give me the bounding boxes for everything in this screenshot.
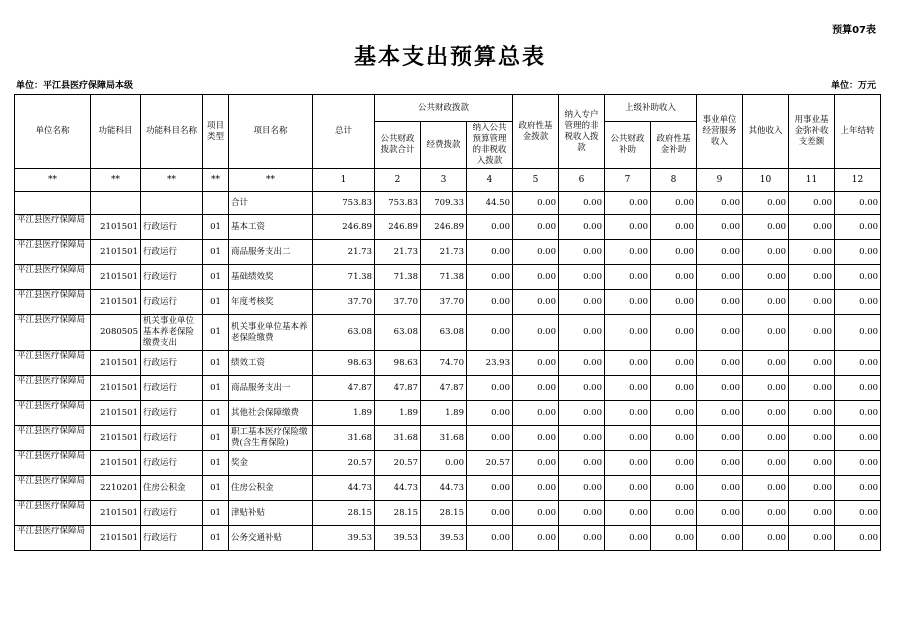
value-cell: 31.68 bbox=[313, 426, 375, 451]
value-cell: 0.00 bbox=[743, 526, 789, 551]
value-cell: 63.08 bbox=[421, 315, 467, 351]
value-cell: 0.00 bbox=[651, 351, 697, 376]
total-label: 合计 bbox=[229, 192, 313, 215]
value-cell: 0.00 bbox=[743, 401, 789, 426]
value-cell: 0.00 bbox=[697, 290, 743, 315]
value-cell: 0.00 bbox=[605, 240, 651, 265]
value-cell: 0.00 bbox=[697, 265, 743, 290]
total-value: 0.00 bbox=[743, 192, 789, 215]
value-cell: 0.00 bbox=[605, 290, 651, 315]
value-cell: 0.00 bbox=[835, 315, 881, 351]
header-funding: 经费拨款 bbox=[421, 122, 467, 169]
value-cell: 0.00 bbox=[835, 290, 881, 315]
value-cell: 0.00 bbox=[605, 351, 651, 376]
item-type-cell: 01 bbox=[203, 215, 229, 240]
item-name-cell: 基本工资 bbox=[229, 215, 313, 240]
item-type-cell: 01 bbox=[203, 315, 229, 351]
table-row bbox=[15, 451, 881, 476]
func-name-cell: 住房公积金 bbox=[141, 476, 203, 501]
item-name-cell: 商品服务支出二 bbox=[229, 240, 313, 265]
index-cell: ** bbox=[229, 169, 313, 192]
value-cell: 0.00 bbox=[835, 265, 881, 290]
value-cell: 0.00 bbox=[743, 351, 789, 376]
func-code-cell: 2101501 bbox=[91, 501, 141, 526]
item-name-cell: 机关事业单位基本养老保险缴费 bbox=[229, 315, 313, 351]
func-code-cell: 2101501 bbox=[91, 451, 141, 476]
value-cell: 0.00 bbox=[513, 376, 559, 401]
value-cell: 0.00 bbox=[835, 351, 881, 376]
value-cell: 0.00 bbox=[789, 290, 835, 315]
unit-name-cell: 平江县医疗保障局 bbox=[15, 315, 91, 351]
value-cell: 0.00 bbox=[789, 476, 835, 501]
table-row bbox=[15, 476, 881, 501]
index-cell: ** bbox=[203, 169, 229, 192]
item-type-cell: 01 bbox=[203, 526, 229, 551]
value-cell: 0.00 bbox=[651, 265, 697, 290]
total-value: 0.00 bbox=[697, 192, 743, 215]
value-cell: 0.00 bbox=[559, 265, 605, 290]
total-value: 0.00 bbox=[835, 192, 881, 215]
value-cell: 0.00 bbox=[513, 290, 559, 315]
table-row bbox=[15, 290, 881, 315]
index-cell: 4 bbox=[467, 169, 513, 192]
value-cell: 0.00 bbox=[743, 315, 789, 351]
table-body bbox=[15, 192, 881, 551]
value-cell: 0.00 bbox=[651, 376, 697, 401]
value-cell: 0.00 bbox=[743, 240, 789, 265]
value-cell: 246.89 bbox=[313, 215, 375, 240]
value-cell: 28.15 bbox=[313, 501, 375, 526]
value-cell: 0.00 bbox=[513, 426, 559, 451]
unit-name-cell: 平江县医疗保障局 bbox=[15, 265, 91, 290]
func-code-cell: 2080505 bbox=[91, 315, 141, 351]
value-cell: 0.00 bbox=[835, 476, 881, 501]
item-type-cell: 01 bbox=[203, 426, 229, 451]
value-cell: 47.87 bbox=[313, 376, 375, 401]
value-cell: 0.00 bbox=[467, 526, 513, 551]
value-cell: 37.70 bbox=[375, 290, 421, 315]
value-cell: 0.00 bbox=[605, 526, 651, 551]
empty-cell bbox=[91, 192, 141, 215]
value-cell: 0.00 bbox=[605, 476, 651, 501]
func-name-cell: 行政运行 bbox=[141, 526, 203, 551]
value-cell: 0.00 bbox=[605, 215, 651, 240]
unit-name-cell: 平江县医疗保障局 bbox=[15, 426, 91, 451]
value-cell: 98.63 bbox=[375, 351, 421, 376]
value-cell: 0.00 bbox=[559, 215, 605, 240]
empty-cell bbox=[141, 192, 203, 215]
value-cell: 0.00 bbox=[467, 240, 513, 265]
empty-cell bbox=[203, 192, 229, 215]
value-cell: 0.00 bbox=[743, 501, 789, 526]
unit-name-cell: 平江县医疗保障局 bbox=[15, 476, 91, 501]
value-cell: 37.70 bbox=[421, 290, 467, 315]
value-cell: 23.93 bbox=[467, 351, 513, 376]
header-superior: 上级补助收入 bbox=[605, 95, 697, 122]
value-cell: 0.00 bbox=[513, 240, 559, 265]
value-cell: 0.00 bbox=[467, 290, 513, 315]
table-row bbox=[15, 376, 881, 401]
func-name-cell: 机关事业单位基本养老保险缴费支出 bbox=[141, 315, 203, 351]
value-cell: 0.00 bbox=[513, 451, 559, 476]
total-value: 753.83 bbox=[313, 192, 375, 215]
value-cell: 63.08 bbox=[375, 315, 421, 351]
func-code-cell: 2210201 bbox=[91, 476, 141, 501]
item-name-cell: 商品服务支出一 bbox=[229, 376, 313, 401]
value-cell: 0.00 bbox=[559, 376, 605, 401]
index-cell: 7 bbox=[605, 169, 651, 192]
value-cell: 0.00 bbox=[697, 240, 743, 265]
value-cell: 21.73 bbox=[313, 240, 375, 265]
value-cell: 0.00 bbox=[467, 501, 513, 526]
value-cell: 0.00 bbox=[559, 526, 605, 551]
index-cell: 10 bbox=[743, 169, 789, 192]
value-cell: 0.00 bbox=[605, 376, 651, 401]
total-value: 0.00 bbox=[789, 192, 835, 215]
value-cell: 0.00 bbox=[605, 265, 651, 290]
item-name-cell: 公务交通补贴 bbox=[229, 526, 313, 551]
value-cell: 0.00 bbox=[651, 426, 697, 451]
func-name-cell: 行政运行 bbox=[141, 215, 203, 240]
index-cell: 12 bbox=[835, 169, 881, 192]
value-cell: 0.00 bbox=[789, 501, 835, 526]
func-name-cell: 行政运行 bbox=[141, 265, 203, 290]
unit-name-cell: 平江县医疗保障局 bbox=[15, 526, 91, 551]
value-cell: 44.73 bbox=[313, 476, 375, 501]
value-cell: 21.73 bbox=[421, 240, 467, 265]
value-cell: 0.00 bbox=[605, 501, 651, 526]
value-cell: 0.00 bbox=[789, 526, 835, 551]
page-title: 基本支出预算总表 bbox=[353, 44, 546, 70]
total-value: 709.33 bbox=[421, 192, 467, 215]
value-cell: 20.57 bbox=[467, 451, 513, 476]
table-row bbox=[15, 351, 881, 376]
table-row bbox=[15, 501, 881, 526]
header-carryover: 上年结转 bbox=[835, 95, 881, 169]
func-code-cell: 2101501 bbox=[91, 351, 141, 376]
item-name-cell: 奖金 bbox=[229, 451, 313, 476]
value-cell: 0.00 bbox=[697, 351, 743, 376]
value-cell: 0.00 bbox=[559, 315, 605, 351]
total-value: 0.00 bbox=[651, 192, 697, 215]
func-code-cell: 2101501 bbox=[91, 376, 141, 401]
item-name-cell: 绩效工资 bbox=[229, 351, 313, 376]
value-cell: 0.00 bbox=[835, 401, 881, 426]
func-code-cell: 2101501 bbox=[91, 401, 141, 426]
value-cell: 0.00 bbox=[835, 426, 881, 451]
value-cell: 44.73 bbox=[375, 476, 421, 501]
value-cell: 0.00 bbox=[651, 290, 697, 315]
item-type-cell: 01 bbox=[203, 290, 229, 315]
value-cell: 1.89 bbox=[421, 401, 467, 426]
value-cell: 0.00 bbox=[743, 476, 789, 501]
header-sup-public: 公共财政补助 bbox=[605, 122, 651, 169]
item-type-cell: 01 bbox=[203, 476, 229, 501]
func-name-cell: 行政运行 bbox=[141, 426, 203, 451]
value-cell: 0.00 bbox=[697, 215, 743, 240]
table-row bbox=[15, 240, 881, 265]
value-cell: 1.89 bbox=[313, 401, 375, 426]
index-cell: 3 bbox=[421, 169, 467, 192]
value-cell: 31.68 bbox=[421, 426, 467, 451]
item-name-cell: 其他社会保障缴费 bbox=[229, 401, 313, 426]
index-cell: 5 bbox=[513, 169, 559, 192]
value-cell: 0.00 bbox=[559, 426, 605, 451]
value-cell: 0.00 bbox=[743, 451, 789, 476]
value-cell: 0.00 bbox=[789, 451, 835, 476]
value-cell: 0.00 bbox=[789, 351, 835, 376]
func-name-cell: 行政运行 bbox=[141, 451, 203, 476]
total-row bbox=[15, 192, 881, 215]
func-code-cell: 2101501 bbox=[91, 265, 141, 290]
value-cell: 28.15 bbox=[375, 501, 421, 526]
unit-name-cell: 平江县医疗保障局 bbox=[15, 401, 91, 426]
func-name-cell: 行政运行 bbox=[141, 240, 203, 265]
item-name-cell: 职工基本医疗保险缴费(含生育保险) bbox=[229, 426, 313, 451]
index-cell: ** bbox=[15, 169, 91, 192]
table-row bbox=[15, 315, 881, 351]
value-cell: 74.70 bbox=[421, 351, 467, 376]
index-cell: ** bbox=[141, 169, 203, 192]
value-cell: 0.00 bbox=[559, 240, 605, 265]
total-value: 0.00 bbox=[605, 192, 651, 215]
func-name-cell: 行政运行 bbox=[141, 376, 203, 401]
value-cell: 71.38 bbox=[421, 265, 467, 290]
table-row bbox=[15, 215, 881, 240]
total-value: 0.00 bbox=[513, 192, 559, 215]
value-cell: 0.00 bbox=[467, 426, 513, 451]
value-cell: 20.57 bbox=[313, 451, 375, 476]
value-cell: 0.00 bbox=[651, 215, 697, 240]
value-cell: 0.00 bbox=[651, 476, 697, 501]
func-name-cell: 行政运行 bbox=[141, 290, 203, 315]
value-cell: 0.00 bbox=[513, 315, 559, 351]
header-cover: 用事业基金弥补收支差额 bbox=[789, 95, 835, 169]
table-row bbox=[15, 401, 881, 426]
unit-name-cell: 平江县医疗保障局 bbox=[15, 240, 91, 265]
index-row bbox=[15, 169, 881, 192]
value-cell: 1.89 bbox=[375, 401, 421, 426]
value-cell: 0.00 bbox=[605, 451, 651, 476]
value-cell: 39.53 bbox=[313, 526, 375, 551]
item-type-cell: 01 bbox=[203, 351, 229, 376]
value-cell: 0.00 bbox=[835, 501, 881, 526]
header-public-finance: 公共财政拨款 bbox=[375, 95, 513, 122]
value-cell: 0.00 bbox=[421, 451, 467, 476]
value-cell: 0.00 bbox=[697, 401, 743, 426]
func-name-cell: 行政运行 bbox=[141, 401, 203, 426]
value-cell: 39.53 bbox=[421, 526, 467, 551]
value-cell: 246.89 bbox=[375, 215, 421, 240]
unit-name-cell: 平江县医疗保障局 bbox=[15, 215, 91, 240]
value-cell: 0.00 bbox=[835, 376, 881, 401]
index-cell: 1 bbox=[313, 169, 375, 192]
value-cell: 0.00 bbox=[559, 290, 605, 315]
value-cell: 20.57 bbox=[375, 451, 421, 476]
value-cell: 0.00 bbox=[467, 265, 513, 290]
index-cell: 6 bbox=[559, 169, 605, 192]
item-name-cell: 基础绩效奖 bbox=[229, 265, 313, 290]
unit-name-cell: 平江县医疗保障局 bbox=[15, 451, 91, 476]
table-row bbox=[15, 426, 881, 451]
value-cell: 0.00 bbox=[559, 351, 605, 376]
unit-name-cell: 平江县医疗保障局 bbox=[15, 376, 91, 401]
index-cell: 2 bbox=[375, 169, 421, 192]
value-cell: 0.00 bbox=[697, 451, 743, 476]
func-code-cell: 2101501 bbox=[91, 426, 141, 451]
header-sup-gov: 政府性基金补助 bbox=[651, 122, 697, 169]
value-cell: 0.00 bbox=[835, 240, 881, 265]
value-cell: 0.00 bbox=[513, 351, 559, 376]
item-type-cell: 01 bbox=[203, 265, 229, 290]
value-cell: 0.00 bbox=[789, 376, 835, 401]
value-cell: 0.00 bbox=[605, 426, 651, 451]
value-cell: 0.00 bbox=[743, 215, 789, 240]
func-name-cell: 行政运行 bbox=[141, 351, 203, 376]
value-cell: 98.63 bbox=[313, 351, 375, 376]
value-cell: 44.73 bbox=[421, 476, 467, 501]
value-cell: 0.00 bbox=[559, 476, 605, 501]
value-cell: 63.08 bbox=[313, 315, 375, 351]
value-cell: 0.00 bbox=[605, 315, 651, 351]
value-cell: 47.87 bbox=[375, 376, 421, 401]
header-tax-special: 纳入公共预算管理的非税收入拨款 bbox=[467, 122, 513, 169]
table-row bbox=[15, 265, 881, 290]
value-cell: 0.00 bbox=[559, 451, 605, 476]
value-cell: 0.00 bbox=[743, 376, 789, 401]
value-cell: 0.00 bbox=[651, 401, 697, 426]
value-cell: 0.00 bbox=[743, 426, 789, 451]
value-cell: 0.00 bbox=[559, 401, 605, 426]
value-cell: 0.00 bbox=[651, 526, 697, 551]
total-value: 44.50 bbox=[467, 192, 513, 215]
value-cell: 246.89 bbox=[421, 215, 467, 240]
item-name-cell: 年度考核奖 bbox=[229, 290, 313, 315]
func-code-cell: 2101501 bbox=[91, 240, 141, 265]
value-cell: 0.00 bbox=[697, 426, 743, 451]
value-cell: 0.00 bbox=[789, 401, 835, 426]
money-unit-label: 单位：万元 bbox=[830, 81, 876, 91]
value-cell: 0.00 bbox=[467, 476, 513, 501]
table-row bbox=[15, 526, 881, 551]
value-cell: 0.00 bbox=[789, 426, 835, 451]
unit-name-cell: 平江县医疗保障局 bbox=[15, 290, 91, 315]
func-code-cell: 2101501 bbox=[91, 215, 141, 240]
header-unit-name: 单位名称 bbox=[15, 95, 91, 169]
header-func-code: 功能科目 bbox=[91, 95, 141, 169]
value-cell: 0.00 bbox=[835, 526, 881, 551]
header-item-name: 项目名称 bbox=[229, 95, 313, 169]
value-cell: 0.00 bbox=[697, 476, 743, 501]
index-cell: 11 bbox=[789, 169, 835, 192]
value-cell: 0.00 bbox=[743, 265, 789, 290]
value-cell: 31.68 bbox=[375, 426, 421, 451]
total-value: 0.00 bbox=[559, 192, 605, 215]
value-cell: 0.00 bbox=[697, 501, 743, 526]
value-cell: 0.00 bbox=[513, 401, 559, 426]
value-cell: 71.38 bbox=[375, 265, 421, 290]
header-special-nontax: 纳入专户管理的非税收入拨款 bbox=[559, 95, 605, 169]
index-cell: ** bbox=[91, 169, 141, 192]
header-gov-fund: 政府性基金拨款 bbox=[513, 95, 559, 169]
value-cell: 0.00 bbox=[513, 526, 559, 551]
value-cell: 0.00 bbox=[835, 215, 881, 240]
header-total: 总计 bbox=[313, 95, 375, 169]
header-business: 事业单位经营服务收入 bbox=[697, 95, 743, 169]
item-name-cell: 津贴补贴 bbox=[229, 501, 313, 526]
value-cell: 0.00 bbox=[789, 215, 835, 240]
header-pf-total: 公共财政拨款合计 bbox=[375, 122, 421, 169]
value-cell: 0.00 bbox=[467, 376, 513, 401]
value-cell: 0.00 bbox=[651, 315, 697, 351]
form-code: 预算07表 bbox=[832, 25, 876, 36]
func-name-cell: 行政运行 bbox=[141, 501, 203, 526]
value-cell: 0.00 bbox=[697, 526, 743, 551]
value-cell: 47.87 bbox=[421, 376, 467, 401]
value-cell: 0.00 bbox=[467, 215, 513, 240]
header-item-type: 项目类型 bbox=[203, 95, 229, 169]
unit-name-cell: 平江县医疗保障局 bbox=[15, 351, 91, 376]
budget-table bbox=[14, 94, 881, 551]
unit-name-cell: 平江县医疗保障局 bbox=[15, 501, 91, 526]
total-value: 753.83 bbox=[375, 192, 421, 215]
value-cell: 0.00 bbox=[467, 401, 513, 426]
value-cell: 0.00 bbox=[513, 476, 559, 501]
value-cell: 0.00 bbox=[513, 501, 559, 526]
item-type-cell: 01 bbox=[203, 240, 229, 265]
value-cell: 0.00 bbox=[743, 290, 789, 315]
value-cell: 28.15 bbox=[421, 501, 467, 526]
index-cell: 9 bbox=[697, 169, 743, 192]
value-cell: 39.53 bbox=[375, 526, 421, 551]
value-cell: 0.00 bbox=[605, 401, 651, 426]
func-code-cell: 2101501 bbox=[91, 526, 141, 551]
item-type-cell: 01 bbox=[203, 376, 229, 401]
value-cell: 37.70 bbox=[313, 290, 375, 315]
value-cell: 0.00 bbox=[835, 451, 881, 476]
value-cell: 0.00 bbox=[789, 315, 835, 351]
value-cell: 0.00 bbox=[513, 215, 559, 240]
item-type-cell: 01 bbox=[203, 501, 229, 526]
value-cell: 0.00 bbox=[697, 376, 743, 401]
value-cell: 0.00 bbox=[789, 265, 835, 290]
item-name-cell: 住房公积金 bbox=[229, 476, 313, 501]
value-cell: 0.00 bbox=[697, 315, 743, 351]
value-cell: 0.00 bbox=[513, 265, 559, 290]
value-cell: 0.00 bbox=[651, 451, 697, 476]
item-type-cell: 01 bbox=[203, 451, 229, 476]
value-cell: 0.00 bbox=[789, 240, 835, 265]
value-cell: 71.38 bbox=[313, 265, 375, 290]
func-code-cell: 2101501 bbox=[91, 290, 141, 315]
unit-label: 单位：平江县医疗保障局本级 bbox=[16, 81, 134, 91]
value-cell: 0.00 bbox=[651, 501, 697, 526]
value-cell: 0.00 bbox=[559, 501, 605, 526]
value-cell: 0.00 bbox=[467, 315, 513, 351]
header-other: 其他收入 bbox=[743, 95, 789, 169]
index-cell: 8 bbox=[651, 169, 697, 192]
value-cell: 0.00 bbox=[651, 240, 697, 265]
item-type-cell: 01 bbox=[203, 401, 229, 426]
value-cell: 21.73 bbox=[375, 240, 421, 265]
header-func-name: 功能科目名称 bbox=[141, 95, 203, 169]
empty-cell bbox=[15, 192, 91, 215]
